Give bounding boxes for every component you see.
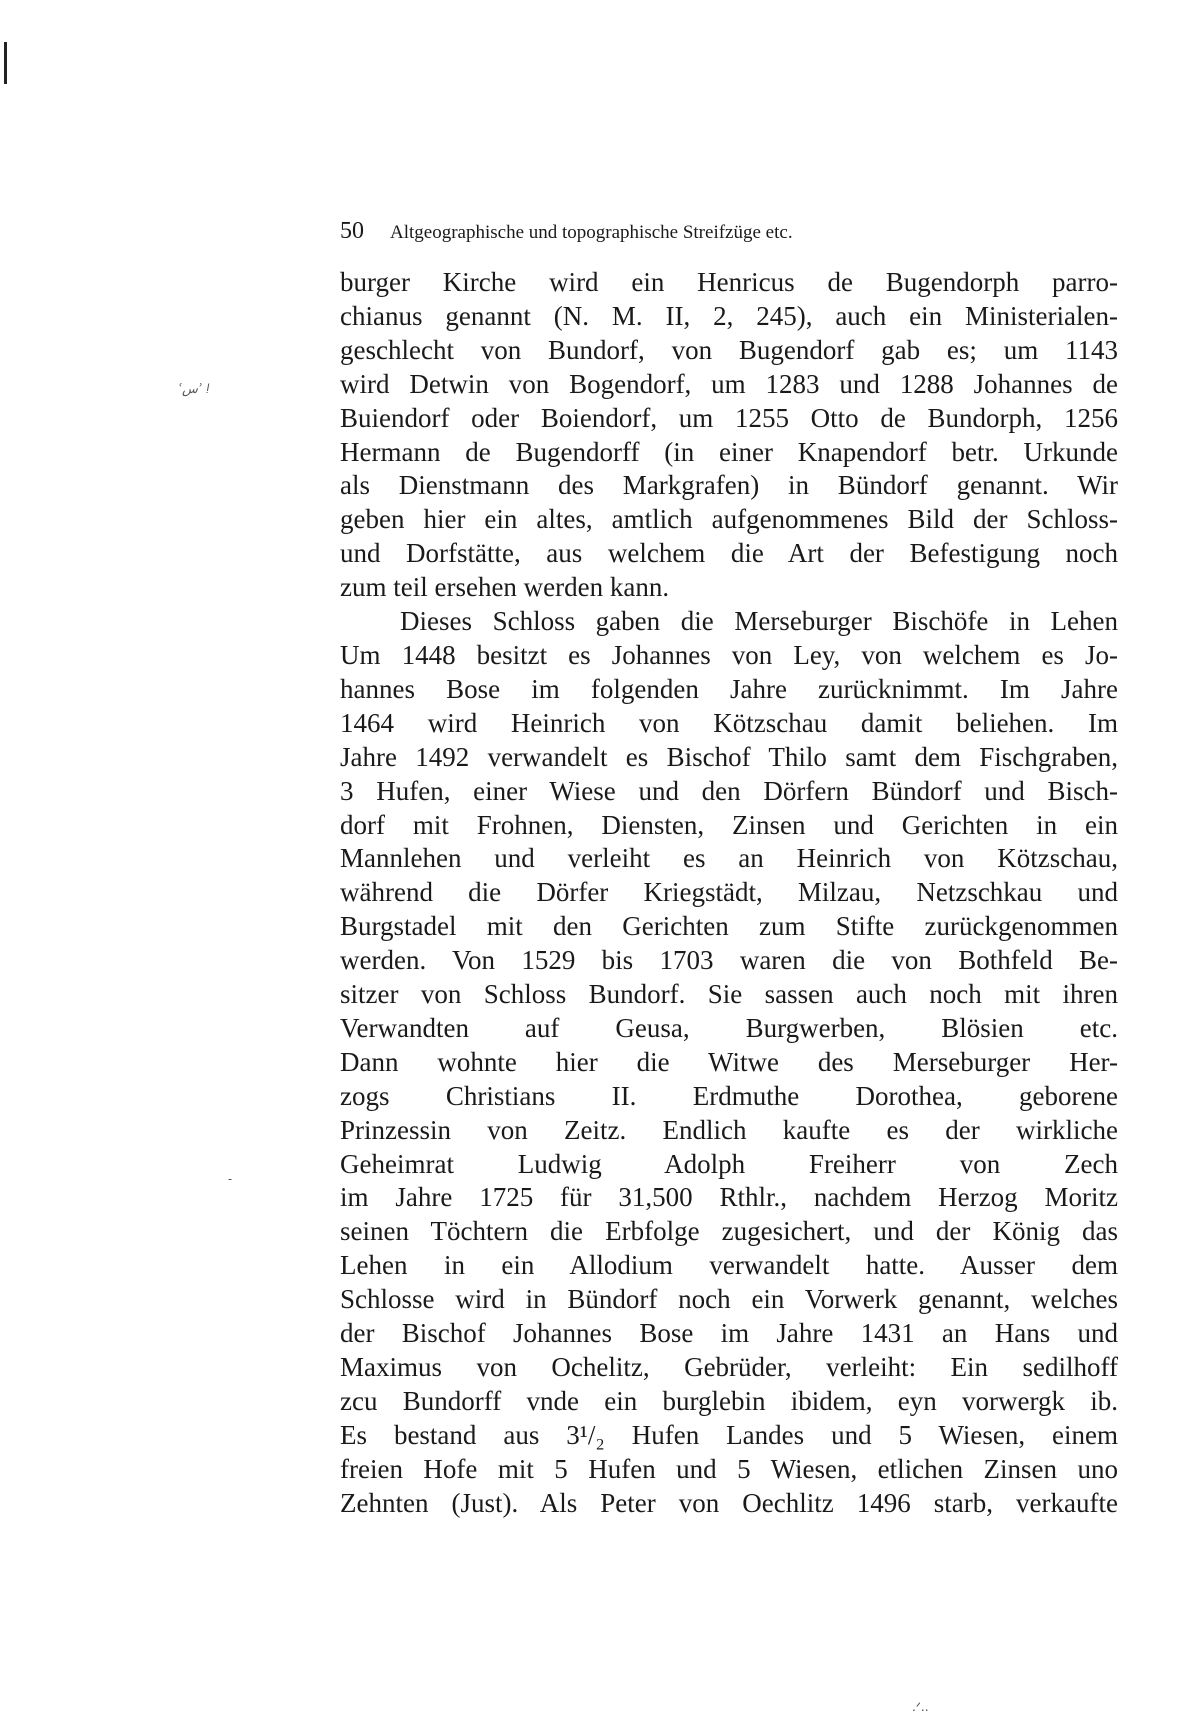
text-line: zum teil ersehen werden kann. [340, 572, 670, 603]
page-header [340, 218, 1118, 245]
text-line: geben hier ein altes, amtlich aufgenommenes Bild der Schloss- [340, 504, 1118, 535]
page-number: 50 [340, 218, 364, 244]
stray-mark: .ᐟ.. [912, 1700, 929, 1714]
stray-mark: - [228, 1172, 233, 1186]
text-line: zogs Christians II. Erdmuthe Dorothea, geborene [340, 1080, 1118, 1111]
text-line: sitzer von Schloss Bundorf. Sie sassen auch noch mit ihren [340, 979, 1118, 1010]
text-line: Zehnten (Just). Als Peter von Oechlitz 1496 starb, verkaufte [340, 1487, 1118, 1518]
text-line: Um 1448 besitzt es Johannes von Ley, von welchem es Jo- [340, 639, 1118, 670]
text-line: Geheimrat Ludwig Adolph Freiherr von Zech [340, 1148, 1118, 1179]
text-line: Dann wohnte hier die Witwe des Merseburger Her- [340, 1046, 1118, 1077]
text-line: Es bestand aus 3¹/₂ Hufen Landes und 5 Wiesen, einem [340, 1419, 1118, 1450]
text-line: im Jahre 1725 für 31,500 Rthlr., nachdem Herzog Moritz [340, 1182, 1118, 1213]
text-line: zcu Bundorff vnde ein burglebin ibidem, eyn vorwergk ib. [340, 1385, 1118, 1416]
text-line: Burgstadel mit den Gerichten zum Stifte zurückgenommen [340, 911, 1118, 942]
text-line: Lehen in ein Allodium verwandelt hatte. Ausser dem [340, 1250, 1118, 1281]
text-line: während die Dörfer Kriegstädt, Milzau, Netzschkau und [340, 877, 1118, 908]
page-edge-mark [4, 42, 7, 84]
text-line: dorf mit Frohnen, Diensten, Zinsen und Gerichten in ein [340, 809, 1118, 840]
text-line: Prinzessin von Zeitz. Endlich kaufte es der wirkliche [340, 1114, 1118, 1145]
text-line: der Bischof Johannes Bose im Jahre 1431 an Hans und [340, 1318, 1118, 1349]
text-line: burger Kirche wird ein Henricus de Bugendorph parro- [340, 267, 1118, 297]
text-line: Verwandten auf Geusa, Burgwerben, Blösien etc. [340, 1012, 1118, 1043]
paragraph-start-line: Dieses Schloss gaben die Merseburger Bischöfe in Lehen [400, 606, 1118, 637]
text-line: 1464 wird Heinrich von Kötzschau damit beliehen. Im [340, 707, 1118, 738]
text-line: chianus genannt (N. M. II, 2, 245), auch ein Ministerialen- [340, 300, 1118, 331]
running-title: Altgeographische und topographische Streifzüge etc. [390, 222, 793, 243]
text-line: werden. Von 1529 bis 1703 waren die von Bothfeld Be- [340, 945, 1118, 976]
text-line: Jahre 1492 verwandelt es Bischof Thilo samt dem Fischgraben, [340, 741, 1118, 772]
text-line: geschlecht von Bundorf, von Bugendorf gab es; um 1143 [340, 334, 1118, 365]
text-line: seinen Töchtern die Erbfolge zugesichert, und der König das [340, 1216, 1118, 1247]
text-line: Hermann de Bugendorff (in einer Knapendorf betr. Urkunde [340, 436, 1118, 467]
text-line: Buiendorf oder Boiendorf, um 1255 Otto de Bundorph, 1256 [340, 402, 1118, 433]
text-line: Mannlehen und verleiht es an Heinrich von Kötzschau, [340, 843, 1118, 874]
text-line: Maximus von Ochelitz, Gebrüder, verleiht: Ein sedilhoff [340, 1352, 1118, 1382]
text-line: als Dienstmann des Markgrafen) in Bündorf genannt. Wir [340, 470, 1118, 501]
text-line: und Dorfstätte, aus welchem die Art der Befestigung noch [340, 538, 1118, 569]
text-line: hannes Bose im folgenden Jahre zurücknimmt. Im Jahre [340, 673, 1118, 704]
body-text [340, 266, 1118, 1521]
text-line: 3 Hufen, einer Wiese und den Dörfern Bündorf und Bisch- [340, 775, 1118, 806]
text-line: wird Detwin von Bogendorf, um 1283 und 1288 Johannes de [340, 368, 1118, 399]
text-line: freien Hofe mit 5 Hufen und 5 Wiesen, etlichen Zinsen uno [340, 1453, 1118, 1484]
margin-annotation: ʿسʾ ǃ [178, 382, 210, 397]
text-line: Schlosse wird in Bündorf noch ein Vorwerk genannt, welches [340, 1284, 1118, 1315]
